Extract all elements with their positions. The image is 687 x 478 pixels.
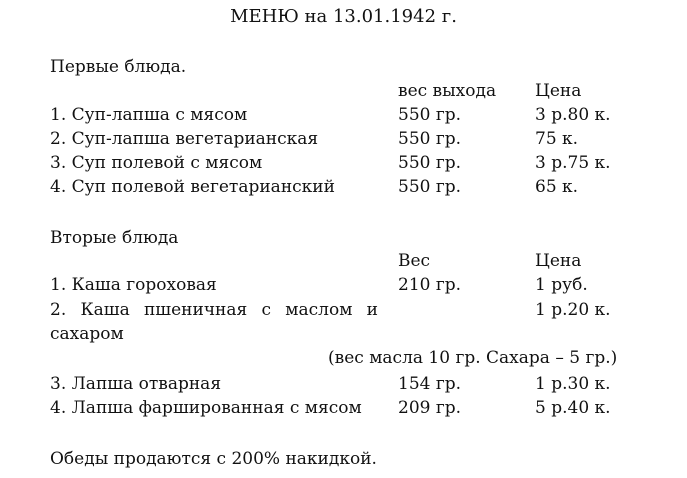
menu-item-weight: 550 гр. bbox=[398, 105, 462, 125]
column-header-weight: Вес bbox=[398, 251, 431, 271]
menu-item-name: 2. Суп-лапша вегетарианская bbox=[50, 129, 319, 149]
section-heading-first-courses: Первые блюда. bbox=[50, 57, 187, 77]
menu-item-price: 3 р.75 к. bbox=[535, 153, 611, 173]
menu-item-weight: 550 гр. bbox=[398, 129, 462, 149]
menu-item-name: 4. Лапша фаршированная с мясом bbox=[50, 398, 362, 418]
column-header-price: Цена bbox=[535, 81, 582, 101]
menu-title: МЕНЮ на 13.01.1942 г. bbox=[230, 6, 457, 27]
menu-item-name-continuation: сахаром bbox=[50, 324, 124, 344]
menu-item-price: 1 р.20 к. bbox=[535, 300, 611, 320]
menu-item-price: 1 р.30 к. bbox=[535, 374, 611, 394]
menu-item-price: 65 к. bbox=[535, 177, 579, 197]
menu-item-weight: 154 гр. bbox=[398, 374, 462, 394]
menu-item-price: 5 р.40 к. bbox=[535, 398, 611, 418]
menu-item-weight: 550 гр. bbox=[398, 153, 462, 173]
menu-item-name: 1. Каша гороховая bbox=[50, 275, 217, 295]
menu-item-weight: 210 гр. bbox=[398, 275, 462, 295]
menu-item-name: 2. Каша пшеничная с маслом и bbox=[50, 300, 378, 320]
menu-item-name: 4. Суп полевой вегетарианский bbox=[50, 177, 335, 197]
column-header-weight: вес выхода bbox=[398, 81, 497, 101]
menu-item-note: (вес масла 10 гр. Сахара – 5 гр.) bbox=[328, 348, 618, 368]
column-header-price: Цена bbox=[535, 251, 582, 271]
menu-item-name: 3. Лапша отварная bbox=[50, 374, 222, 394]
menu-item-name: 1. Суп-лапша с мясом bbox=[50, 105, 248, 125]
menu-item-weight: 550 гр. bbox=[398, 177, 462, 197]
menu-item-name: 3. Суп полевой с мясом bbox=[50, 153, 263, 173]
menu-item-weight: 209 гр. bbox=[398, 398, 462, 418]
section-heading-second-courses: Вторые блюда bbox=[50, 228, 179, 248]
menu-item-price: 3 р.80 к. bbox=[535, 105, 611, 125]
menu-item-price: 75 к. bbox=[535, 129, 579, 149]
menu-item-price: 1 руб. bbox=[535, 275, 588, 295]
footer-note: Обеды продаются с 200% накидкой. bbox=[50, 449, 377, 469]
